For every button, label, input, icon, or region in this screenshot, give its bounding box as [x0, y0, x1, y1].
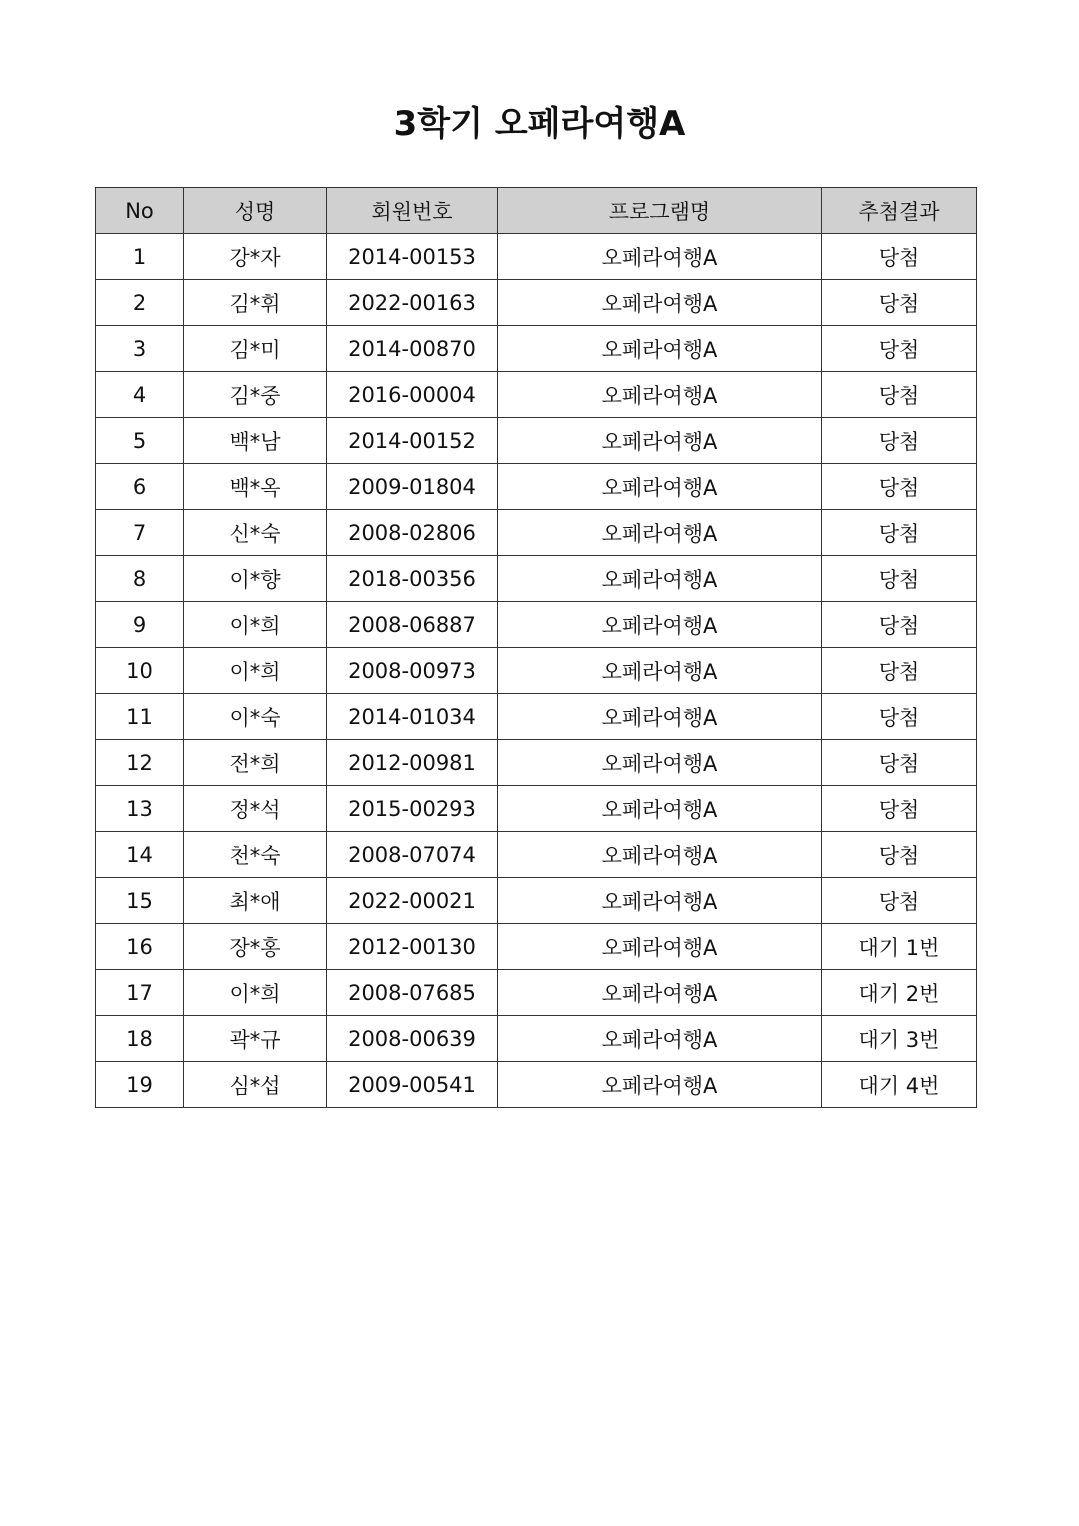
- cell-no: 15: [96, 878, 184, 924]
- table-row: [96, 832, 977, 878]
- cell-name: 백*옥: [184, 464, 327, 510]
- cell-no: 8: [96, 556, 184, 602]
- table-row: [96, 1016, 977, 1062]
- page-title: 3학기 오페라여행A: [393, 104, 686, 144]
- cell-no: 7: [96, 510, 184, 556]
- cell-name: 이*향: [184, 556, 327, 602]
- cell-program: 오페라여행A: [498, 878, 822, 924]
- cell-member-no: 2014-01034: [327, 694, 498, 740]
- cell-result: 당첨: [822, 878, 977, 924]
- cell-result: 당첨: [822, 556, 977, 602]
- table-row: [96, 464, 977, 510]
- cell-no: 2: [96, 280, 184, 326]
- cell-result: 당첨: [822, 464, 977, 510]
- table-row: [96, 280, 977, 326]
- cell-member-no: 2016-00004: [327, 372, 498, 418]
- cell-no: 1: [96, 234, 184, 280]
- cell-name: 이*희: [184, 602, 327, 648]
- table-row: [96, 648, 977, 694]
- cell-program: 오페라여행A: [498, 602, 822, 648]
- cell-result: 당첨: [822, 832, 977, 878]
- cell-member-no: 2014-00870: [327, 326, 498, 372]
- cell-name: 최*애: [184, 878, 327, 924]
- cell-name: 김*미: [184, 326, 327, 372]
- cell-program: 오페라여행A: [498, 280, 822, 326]
- cell-member-no: 2012-00981: [327, 740, 498, 786]
- cell-no: 5: [96, 418, 184, 464]
- cell-result: 당첨: [822, 786, 977, 832]
- table-row: [96, 878, 977, 924]
- cell-program: 오페라여행A: [498, 786, 822, 832]
- cell-program: 오페라여행A: [498, 970, 822, 1016]
- cell-result: 대기 1번: [822, 924, 977, 970]
- cell-member-no: 2008-06887: [327, 602, 498, 648]
- table-row: [96, 510, 977, 556]
- cell-name: 이*숙: [184, 694, 327, 740]
- cell-result: 당첨: [822, 418, 977, 464]
- cell-member-no: 2014-00152: [327, 418, 498, 464]
- cell-no: 4: [96, 372, 184, 418]
- cell-member-no: 2008-00973: [327, 648, 498, 694]
- cell-program: 오페라여행A: [498, 694, 822, 740]
- table-row: [96, 602, 977, 648]
- cell-program: 오페라여행A: [498, 740, 822, 786]
- cell-name: 심*섭: [184, 1062, 327, 1108]
- cell-no: 17: [96, 970, 184, 1016]
- table-header-row: [96, 188, 977, 234]
- cell-program: 오페라여행A: [498, 326, 822, 372]
- cell-program: 오페라여행A: [498, 464, 822, 510]
- cell-no: 11: [96, 694, 184, 740]
- cell-no: 19: [96, 1062, 184, 1108]
- table-row: [96, 418, 977, 464]
- cell-name: 정*석: [184, 786, 327, 832]
- table-row: [96, 234, 977, 280]
- cell-member-no: 2012-00130: [327, 924, 498, 970]
- cell-result: 당첨: [822, 372, 977, 418]
- table-row: [96, 556, 977, 602]
- cell-member-no: 2022-00163: [327, 280, 498, 326]
- table-body: [96, 234, 977, 1108]
- header-result: 추첨결과: [822, 188, 977, 234]
- cell-result: 당첨: [822, 280, 977, 326]
- cell-name: 신*숙: [184, 510, 327, 556]
- cell-name: 장*홍: [184, 924, 327, 970]
- table-row: [96, 1062, 977, 1108]
- cell-name: 이*희: [184, 970, 327, 1016]
- cell-no: 12: [96, 740, 184, 786]
- cell-program: 오페라여행A: [498, 510, 822, 556]
- table-row: [96, 924, 977, 970]
- cell-result: 당첨: [822, 510, 977, 556]
- cell-name: 김*휘: [184, 280, 327, 326]
- cell-program: 오페라여행A: [498, 924, 822, 970]
- cell-program: 오페라여행A: [498, 556, 822, 602]
- cell-no: 16: [96, 924, 184, 970]
- table-row: [96, 970, 977, 1016]
- cell-program: 오페라여행A: [498, 372, 822, 418]
- cell-program: 오페라여행A: [498, 648, 822, 694]
- cell-result: 당첨: [822, 234, 977, 280]
- table-row: [96, 786, 977, 832]
- header-program: 프로그램명: [498, 188, 822, 234]
- cell-name: 강*자: [184, 234, 327, 280]
- cell-name: 곽*규: [184, 1016, 327, 1062]
- cell-no: 13: [96, 786, 184, 832]
- cell-result: 당첨: [822, 602, 977, 648]
- cell-result: 당첨: [822, 694, 977, 740]
- cell-name: 전*희: [184, 740, 327, 786]
- cell-result: 당첨: [822, 740, 977, 786]
- cell-no: 10: [96, 648, 184, 694]
- cell-no: 6: [96, 464, 184, 510]
- cell-member-no: 2008-02806: [327, 510, 498, 556]
- cell-result: 대기 4번: [822, 1062, 977, 1108]
- cell-member-no: 2008-00639: [327, 1016, 498, 1062]
- cell-result: 대기 2번: [822, 970, 977, 1016]
- cell-name: 김*중: [184, 372, 327, 418]
- header-member-no: 회원번호: [327, 188, 498, 234]
- cell-name: 백*남: [184, 418, 327, 464]
- cell-no: 3: [96, 326, 184, 372]
- cell-program: 오페라여행A: [498, 234, 822, 280]
- cell-no: 9: [96, 602, 184, 648]
- cell-name: 이*희: [184, 648, 327, 694]
- cell-program: 오페라여행A: [498, 1062, 822, 1108]
- header-name: 성명: [184, 188, 327, 234]
- cell-member-no: 2009-01804: [327, 464, 498, 510]
- table-row: [96, 694, 977, 740]
- cell-member-no: 2009-00541: [327, 1062, 498, 1108]
- cell-result: 대기 3번: [822, 1016, 977, 1062]
- table-row: [96, 326, 977, 372]
- cell-member-no: 2008-07074: [327, 832, 498, 878]
- cell-name: 천*숙: [184, 832, 327, 878]
- cell-program: 오페라여행A: [498, 1016, 822, 1062]
- cell-no: 14: [96, 832, 184, 878]
- cell-member-no: 2014-00153: [327, 234, 498, 280]
- table-row: [96, 372, 977, 418]
- cell-program: 오페라여행A: [498, 418, 822, 464]
- cell-no: 18: [96, 1016, 184, 1062]
- table-row: [96, 740, 977, 786]
- cell-member-no: 2018-00356: [327, 556, 498, 602]
- cell-program: 오페라여행A: [498, 832, 822, 878]
- cell-result: 당첨: [822, 648, 977, 694]
- header-no: No: [96, 188, 184, 234]
- cell-member-no: 2022-00021: [327, 878, 498, 924]
- cell-result: 당첨: [822, 326, 977, 372]
- lottery-results-table: [95, 187, 977, 1108]
- cell-member-no: 2008-07685: [327, 970, 498, 1016]
- cell-member-no: 2015-00293: [327, 786, 498, 832]
